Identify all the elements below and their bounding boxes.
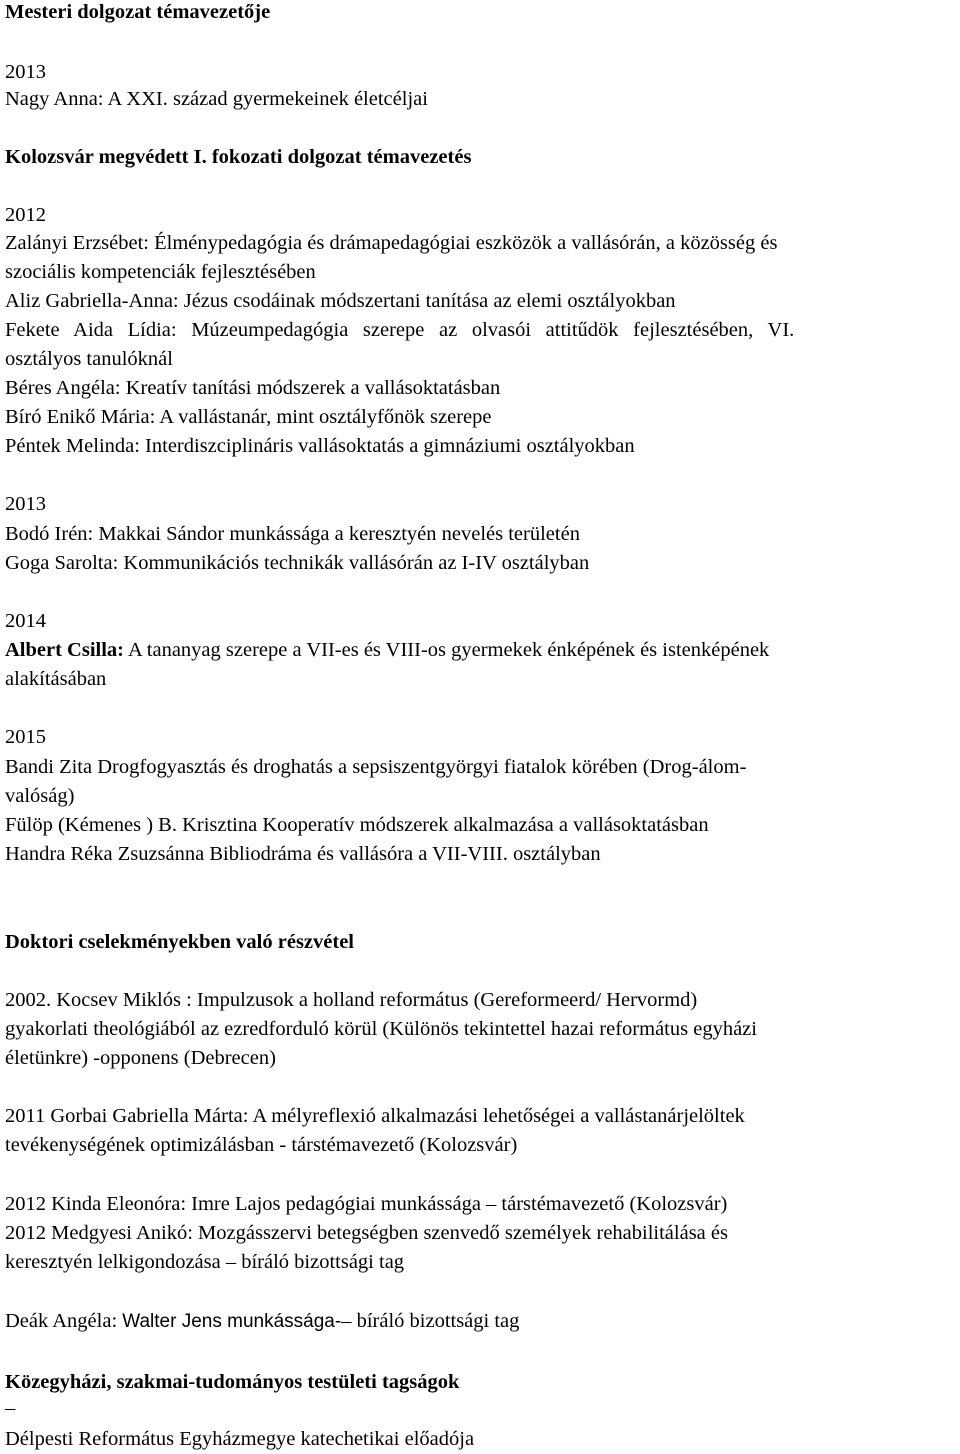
- student-name: Albert Csilla:: [5, 639, 124, 661]
- year-heading: 2012: [5, 204, 46, 226]
- list-item-continuation: szociális kompetenciák fejlesztésében: [5, 261, 316, 283]
- list-item-continuation: alakításában: [5, 668, 107, 690]
- section-heading-first-degree: Kolozsvár megvédett I. fokozati dolgozat témavezetés: [5, 146, 472, 168]
- section-heading-doctoral: Doktori cselekményekben való részvétel: [5, 931, 354, 953]
- list-item: Fekete Aida Lídia: Múzeumpedagógia szerepe az olvasói attitűdök fejlesztésében, VI.: [5, 319, 795, 341]
- year-heading: 2015: [5, 726, 46, 748]
- doctoral-entry: 2012 Medgyesi Anikó: Mozgásszervi betegségben szenvedő személyek rehabilitálása és: [5, 1222, 728, 1244]
- list-item: Zalányi Erzsébet: Élménypedagógia és drámapedagógiai eszközök a vallásórán, a közösség és: [5, 232, 778, 254]
- role-text: – bíráló bizottsági tag: [341, 1310, 520, 1332]
- list-item: Bandi Zita Drogfogyasztás és droghatás a sepsiszentgyörgyi fiatalok körében (Drog-álom-: [5, 756, 747, 778]
- section-heading-memberships: Közegyházi, szakmai-tudományos testületi tagságok: [5, 1371, 460, 1393]
- student-name: Deák Angéla:: [5, 1310, 123, 1332]
- list-item-continuation: valóság): [5, 785, 75, 807]
- section-heading-mentor: Mesteri dolgozat témavezetője: [5, 1, 271, 23]
- doctoral-entry: 2011 Gorbai Gabriella Márta: A mélyreflexió alkalmazási lehetőségei a vallástanárjelöltek: [5, 1105, 745, 1127]
- doctoral-entry-continuation: életünkre) -opponens (Debrecen): [5, 1047, 276, 1069]
- doctoral-entry-continuation: tevékenységének optimizálásban - társtémavezető (Kolozsvár): [5, 1134, 518, 1156]
- year-heading: 2013: [5, 61, 46, 83]
- doctoral-entry-continuation: gyakorlati theológiából az ezredforduló körül (Különös tekintettel hazai református egyházi: [5, 1018, 757, 1040]
- doctoral-entry: 2012 Kinda Eleonóra: Imre Lajos pedagógiai munkássága – társtémavezető (Kolozsvár): [5, 1193, 728, 1215]
- list-item: Bíró Enikő Mária: A vallástanár, mint osztályfőnök szerepe: [5, 406, 492, 428]
- list-item: Handra Réka Zsuzsánna Bibliodráma és vallásóra a VII-VIII. osztályban: [5, 843, 601, 865]
- list-item: Béres Angéla: Kreatív tanítási módszerek a vallásoktatásban: [5, 377, 501, 399]
- doctoral-entry: [5, 1311, 519, 1332]
- thesis-title: A tananyag szerepe a VII-es és VIII-os gyermekek énképének és istenképének: [124, 639, 770, 661]
- list-item: [5, 640, 769, 661]
- list-item: Péntek Melinda: Interdiszciplináris vallásoktatás a gimnáziumi osztályokban: [5, 435, 635, 457]
- list-item: Aliz Gabriella-Anna: Jézus csodáinak módszertani tanítása az elemi osztályokban: [5, 290, 676, 312]
- list-item: Fülöp (Kémenes ) B. Krisztina Kooperatív módszerek alkalmazása a vallásoktatásban: [5, 814, 709, 836]
- thesis-title: Walter Jens munkássága-: [122, 1311, 342, 1332]
- year-heading: 2014: [5, 610, 46, 632]
- list-item: Nagy Anna: A XXI. század gyermekeinek életcéljai: [5, 88, 428, 110]
- dash-separator: –: [5, 1397, 16, 1419]
- year-heading: 2013: [5, 493, 46, 515]
- list-item: Goga Sarolta: Kommunikációs technikák vallásórán az I-IV osztályban: [5, 552, 590, 574]
- membership-item: Délpesti Református Egyházmegye katechetikai előadója: [5, 1428, 475, 1450]
- list-item: Bodó Irén: Makkai Sándor munkássága a keresztyén nevelés területén: [5, 523, 580, 545]
- doctoral-entry: 2002. Kocsev Miklós : Impulzusok a holland református (Gereformeerd/ Hervormd): [5, 989, 698, 1011]
- list-item-continuation: osztályos tanulóknál: [5, 348, 173, 370]
- doctoral-entry-continuation: keresztyén lelkigondozása – bíráló bizottsági tag: [5, 1251, 405, 1273]
